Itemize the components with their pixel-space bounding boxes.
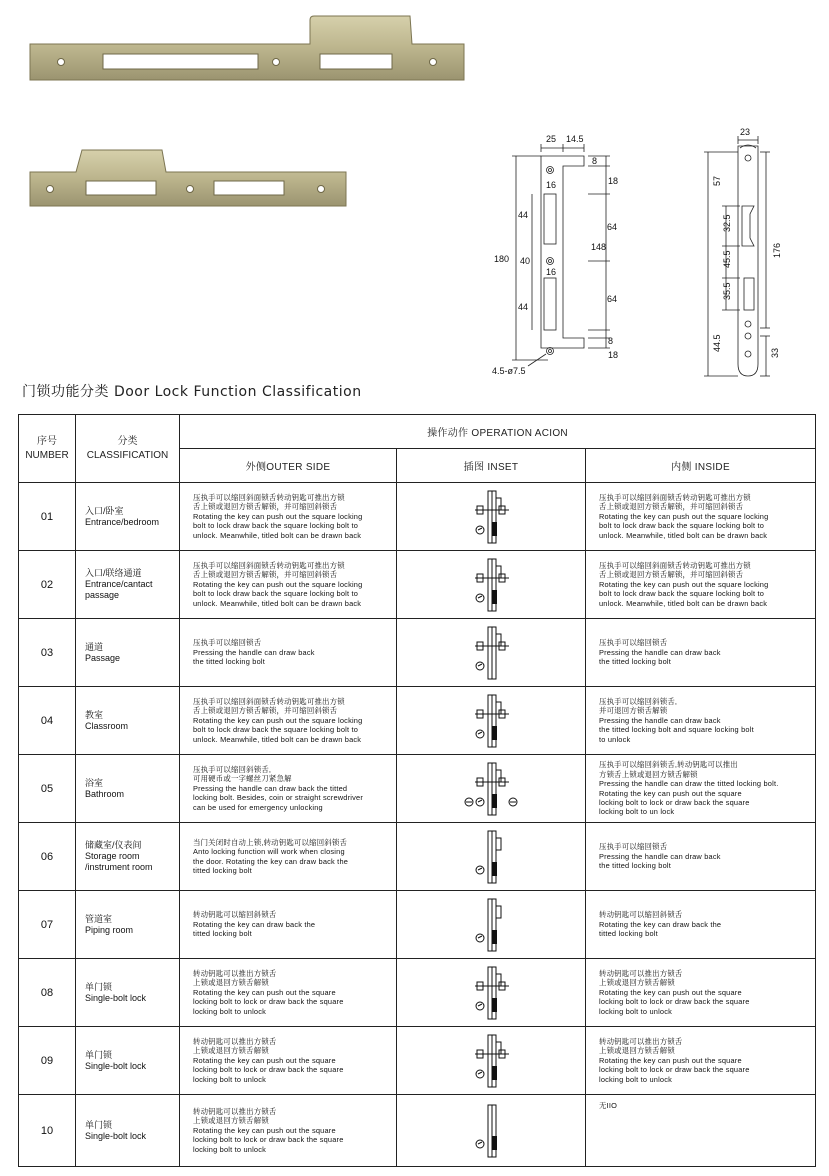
row-inside [586, 551, 816, 619]
table-row [19, 619, 816, 687]
table-rows-5-inner-line: the titted locking bolt [599, 861, 671, 871]
row-inset [397, 551, 586, 619]
table-rows-0-inner-line: Rotating the key can push out the square locking [599, 511, 769, 521]
table-rows-0-outer-line: Rotating the key can push out the square locking [193, 511, 363, 521]
table-rows-1-outer-line: bolt to lock draw back the square locking bolt to [193, 589, 359, 599]
table-rows-8-outer-line: 转动钥匙可以推出方锁舌 [193, 1036, 277, 1046]
table-rows-9-inner-line: 无IIO [599, 1101, 618, 1110]
inset-lock-diagram [463, 556, 519, 614]
table-rows-1-outer-line: Rotating the key can push out the square locking [193, 579, 363, 589]
table-rows-3-outer-line: 压执手可以缩回斜面锁舌转动钥匙可推出方锁 [193, 696, 345, 706]
table-rows-4-inner-line: Pressing the handle can draw the titted locking bolt. [599, 779, 779, 789]
table-rows-7-outer-line: Rotating the key can push out the square [193, 987, 336, 997]
row-inset [397, 959, 586, 1027]
inset-lock-diagram [463, 760, 519, 818]
row-inset [397, 755, 586, 823]
table-rows-5-outer-line: titted locking bolt [193, 865, 252, 875]
table-rows-4-outer-line: 压执手可以缩回斜锁舌, [193, 764, 272, 774]
row-number: 04 [19, 687, 76, 755]
row-number: 09 [19, 1027, 76, 1095]
table-rows-4-outer-line: locking bolt. Besides, coin or straight screwdriver [193, 793, 363, 803]
table-rows-1-cls-line: Entrance/cantact [85, 579, 153, 589]
row-inset [397, 1027, 586, 1095]
row-inset [397, 891, 586, 959]
table-rows-2-outer-line: 压执手可以缩回锁舌 [193, 638, 262, 648]
dim-44a: 44 [518, 210, 529, 220]
table-rows-1-inner-line: unlock. Meanwhile, titled bolt can be drawn back [599, 598, 768, 608]
row-classification [76, 823, 180, 891]
table-rows-3-inner-line: to unlock [599, 734, 631, 744]
dim-bot-b: 18 [608, 350, 619, 360]
row-inside [586, 823, 816, 891]
table-rows-8-outer-line: Rotating the key can push out the square [193, 1055, 336, 1065]
table-rows-7-inner-line: 转动钥匙可以推出方锁舌 [599, 968, 683, 978]
table-rows-7-inner-line: Rotating the key can push out the square [599, 987, 742, 997]
row-number: 07 [19, 891, 76, 959]
table-rows-4-inner-line: Rotating the key can push out the square [599, 788, 742, 798]
table-rows-4-cls-line: Bathroom [85, 788, 125, 799]
lock-function-table [18, 414, 816, 1167]
table-rows-9-cls-line: 单门锁 [85, 1119, 113, 1130]
table-rows-9-outer-line: Rotating the key can push out the square [193, 1125, 336, 1135]
section-title: 门锁功能分类 Door Lock Function Classification [22, 384, 362, 400]
header-inset: 插图 INSET [397, 449, 586, 483]
row-inside [586, 959, 816, 1027]
table-rows-5-cls-line: 储藏室/仪表间 [85, 840, 142, 850]
table-rows-6-cls-line: 管道室 [85, 913, 113, 924]
row-inside [586, 755, 816, 823]
long-strike-plate-image [28, 14, 468, 84]
dim-40: 40 [520, 256, 531, 266]
row-inside [586, 1027, 816, 1095]
row-classification [76, 1027, 180, 1095]
dim-side-33: 33 [770, 347, 780, 358]
table-rows-7-outer-line: locking bolt to lock or draw back the square [193, 997, 344, 1007]
table-rows-2-cls-line: 通道 [85, 641, 104, 652]
dim-side-176: 176 [772, 242, 782, 258]
table-rows-9-outer-line: locking bolt to lock or draw back the square [193, 1135, 344, 1145]
table-rows-6-outer-line: 转动钥匙可以缩回斜锁舌 [193, 910, 277, 920]
table-rows-6-cls-line: Piping room [85, 924, 134, 935]
inset-lock-diagram [463, 624, 519, 682]
dim-side-32-5: 32.5 [722, 214, 732, 232]
row-inset [397, 1095, 586, 1167]
table-row [19, 551, 816, 619]
table-rows-3-cls-line: Classroom [85, 720, 129, 731]
table-row [19, 891, 816, 959]
inset-lock-diagram [463, 964, 519, 1022]
table-rows-0-inner-line: 压执手可以缩回斜面锁舌转动钥匙可推出方锁 [599, 492, 751, 502]
table-rows-7-inner-line: locking bolt to unlock [599, 1006, 673, 1016]
table-rows-5-outer-line: 当门关闭时自动上锁,转动钥匙可以缩回斜锁舌 [193, 837, 348, 847]
table-rows-6-inner-line: titted locking bolt [599, 929, 658, 939]
row-number: 08 [19, 959, 76, 1027]
table-rows-5-cls-line: Storage room [85, 851, 140, 861]
dim-top-b: 18 [608, 176, 619, 186]
table-rows-2-inner-line: Pressing the handle can draw back [599, 647, 721, 657]
table-rows-1-outer-line: 压执手可以缩回斜面锁舌转动钥匙可推出方锁 [193, 560, 345, 570]
table-rows-4-inner-line: 方锁舌上锁或退回方锁舌解锁 [599, 769, 698, 779]
table-rows-3-inner-line: Pressing the handle can draw back [599, 715, 721, 725]
table-rows-2-inner-line: 压执手可以缩回锁舌 [599, 638, 668, 648]
table-rows-6-outer-line: Rotating the key can draw back the [193, 919, 316, 929]
table-rows-7-outer-line: locking bolt to unlock [193, 1006, 267, 1016]
table-rows-7-cls-line: 单门锁 [85, 981, 113, 992]
header-class-cn: 分类 [117, 435, 138, 447]
table-rows-2-outer-line: the titted locking bolt [193, 657, 265, 667]
table-rows-9-outer-line: locking bolt to unlock [193, 1144, 267, 1154]
header-classification [76, 415, 180, 483]
dim-w-b: 14.5 [566, 134, 584, 144]
table-rows-4-outer-line: Pressing the handle can draw back the titted [193, 783, 348, 793]
table-rows-5-outer-line: the door. Rotating the key can draw back the [193, 856, 349, 866]
header-outer-side: 外侧OUTER SIDE [180, 449, 397, 483]
inset-lock-diagram [463, 1102, 519, 1160]
row-outer-side [180, 619, 397, 687]
table-rows-1-outer-line: 舌上锁或退回方锁舌解锁，并可缩回斜锁舌 [193, 570, 338, 580]
row-inset [397, 823, 586, 891]
table-rows-8-cls-line: Single-bolt lock [85, 1060, 147, 1071]
table-rows-8-outer-line: 上锁或退回方锁舌解锁 [193, 1046, 269, 1056]
inset-lock-diagram [463, 692, 519, 750]
inset-lock-diagram [463, 488, 519, 546]
row-outer-side [180, 483, 397, 551]
table-rows-9-outer-line: 转动钥匙可以推出方锁舌 [193, 1106, 277, 1116]
table-rows-7-outer-line: 转动钥匙可以推出方锁舌 [193, 968, 277, 978]
dim-side-width: 23 [740, 128, 751, 137]
row-number: 05 [19, 755, 76, 823]
table-rows-5-cls-line: /instrument room [85, 862, 153, 872]
table-rows-0-outer-line: bolt to lock draw back the square locking bolt to [193, 521, 359, 531]
table-rows-5-outer-line: Anto locking function will work when closing [193, 847, 345, 857]
table-rows-1-inner-line: bolt to lock draw back the square locking bolt to [599, 589, 765, 599]
table-rows-7-cls-line: Single-bolt lock [85, 992, 147, 1003]
row-classification [76, 619, 180, 687]
dim-64b: 64 [607, 294, 618, 304]
table-rows-1-inner-line: 舌上锁或退回方锁舌解锁，并可缩回斜锁舌 [599, 570, 744, 580]
inset-lock-diagram [463, 828, 519, 886]
table-rows-8-outer-line: locking bolt to lock or draw back the square [193, 1065, 344, 1075]
table-rows-3-outer-line: Rotating the key can push out the square locking [193, 715, 363, 725]
table-row [19, 687, 816, 755]
dim-side-35-5: 35.5 [722, 282, 732, 300]
table-rows-1-outer-line: unlock. Meanwhile, titled bolt can be drawn back [193, 598, 362, 608]
row-inset [397, 687, 586, 755]
row-inside [586, 891, 816, 959]
table-rows-8-inner-line: locking bolt to unlock [599, 1074, 673, 1084]
row-outer-side [180, 823, 397, 891]
row-inside [586, 483, 816, 551]
table-rows-3-outer-line: 舌上锁或退回方锁舌解锁，并可缩回斜锁舌 [193, 706, 338, 716]
table-rows-4-outer-line: can be used for emergency unlocking [193, 802, 323, 812]
dim-top-a: 8 [592, 156, 598, 166]
table-rows-2-outer-line: Pressing the handle can draw back [193, 647, 315, 657]
table-rows-2-inner-line: the titted locking bolt [599, 657, 671, 667]
table-rows-0-outer-line: unlock. Meanwhile, titled bolt can be drawn back [193, 530, 362, 540]
header-class-en: CLASSIFICATION [86, 449, 169, 461]
row-classification [76, 687, 180, 755]
row-outer-side [180, 551, 397, 619]
dim-side-57: 57 [712, 175, 722, 186]
table-rows-3-inner-line: 并可退回方锁舌解锁 [599, 706, 668, 716]
table-rows-7-outer-line: 上锁或退回方锁舌解锁 [193, 978, 269, 988]
table-rows-0-inner-line: bolt to lock draw back the square locking bolt to [599, 521, 765, 531]
row-classification [76, 551, 180, 619]
inset-lock-diagram [463, 1032, 519, 1090]
row-inset [397, 619, 586, 687]
table-rows-0-inner-line: unlock. Meanwhile, titled bolt can be drawn back [599, 530, 768, 540]
row-inside [586, 1095, 816, 1167]
table-row [19, 483, 816, 551]
dim-180: 180 [494, 254, 510, 264]
dim-side-45-5: 45.5 [722, 250, 732, 268]
table-rows-5-inner-line: Pressing the handle can draw back [599, 851, 721, 861]
table-rows-8-inner-line: locking bolt to lock or draw back the square [599, 1065, 750, 1075]
row-classification [76, 755, 180, 823]
table-rows-2-cls-line: Passage [85, 652, 121, 663]
dim-16a: 16 [546, 180, 557, 190]
table-rows-1-inner-line: 压执手可以缩回斜面锁舌转动钥匙可推出方锁 [599, 560, 751, 570]
dim-16b: 16 [546, 267, 557, 277]
row-number: 03 [19, 619, 76, 687]
table-rows-8-cls-line: 单门锁 [85, 1049, 113, 1060]
table-rows-4-cls-line: 浴室 [85, 777, 104, 788]
table-row [19, 823, 816, 891]
table-rows-4-inner-line: 压执手可以缩回斜锁舌,转动钥匙可以推出 [599, 760, 738, 770]
dim-64a: 64 [607, 222, 618, 232]
dim-side-44-5: 44.5 [712, 334, 722, 352]
row-classification [76, 1095, 180, 1167]
row-outer-side [180, 755, 397, 823]
table-row [19, 1095, 816, 1167]
table-rows-1-cls-line: passage [85, 590, 120, 600]
row-classification [76, 891, 180, 959]
table-rows-4-inner-line: locking bolt to lock or draw back the square [599, 797, 750, 807]
table-rows-0-cls-line: Entrance/bedroom [85, 516, 160, 527]
table-rows-8-outer-line: locking bolt to unlock [193, 1074, 267, 1084]
table-rows-3-cls-line: 教室 [85, 709, 104, 720]
short-strike-plate-image [28, 146, 348, 210]
header-operation: 操作动作 OPERATION ACION [180, 415, 816, 449]
table-rows-8-inner-line: Rotating the key can push out the square [599, 1055, 742, 1065]
header-number-en: NUMBER [25, 449, 69, 461]
row-inside [586, 687, 816, 755]
table-row [19, 959, 816, 1027]
row-classification [76, 959, 180, 1027]
row-outer-side [180, 1095, 397, 1167]
dim-44b: 44 [518, 302, 529, 312]
table-rows-1-cls-line: 入口/联络通道 [85, 568, 142, 578]
row-outer-side [180, 1027, 397, 1095]
table-rows-8-inner-line: 转动钥匙可以推出方锁舌 [599, 1036, 683, 1046]
table-rows-1-inner-line: Rotating the key can push out the square locking [599, 579, 769, 589]
row-number: 10 [19, 1095, 76, 1167]
strike-front-technical-drawing [488, 130, 628, 378]
table-rows-4-inner-line: locking bolt to un lock [599, 807, 675, 817]
table-rows-3-outer-line: bolt to lock draw back the square locking bolt to [193, 725, 359, 735]
table-rows-0-inner-line: 舌上锁或退回方锁舌解锁，并可缩回斜锁舌 [599, 502, 744, 512]
dim-bot-a: 8 [608, 336, 614, 346]
strike-side-technical-drawing [690, 128, 790, 378]
table-rows-5-inner-line: 压执手可以缩回锁舌 [599, 842, 668, 852]
table-rows-0-outer-line: 舌上锁或退回方锁舌解锁，并可缩回斜锁舌 [193, 502, 338, 512]
row-number: 02 [19, 551, 76, 619]
table-rows-3-inner-line: 压执手可以缩回斜锁舌, [599, 696, 678, 706]
table-rows-9-cls-line: Single-bolt lock [85, 1130, 147, 1141]
header-number [19, 415, 76, 483]
row-number: 06 [19, 823, 76, 891]
row-outer-side [180, 687, 397, 755]
table-rows-0-cls-line: 入口/卧室 [85, 505, 124, 516]
inset-lock-diagram [463, 896, 519, 954]
row-outer-side [180, 891, 397, 959]
table-rows-6-outer-line: titted locking bolt [193, 929, 252, 939]
table-rows-8-inner-line: 上锁或退回方锁舌解锁 [599, 1046, 675, 1056]
table-rows-0-outer-line: 压执手可以缩回斜面锁舌转动钥匙可推出方锁 [193, 492, 345, 502]
table-rows-7-inner-line: 上锁或退回方锁舌解锁 [599, 978, 675, 988]
row-outer-side [180, 959, 397, 1027]
row-classification [76, 483, 180, 551]
dim-holes: 4.5-ø7.5 [492, 366, 526, 376]
header-inside: 内侧 INSIDE [586, 449, 816, 483]
table-row [19, 1027, 816, 1095]
dim-148: 148 [591, 242, 607, 252]
table-rows-3-outer-line: unlock. Meanwhile, titled bolt can be drawn back [193, 734, 362, 744]
table-rows-9-outer-line: 上锁或退回方锁舌解锁 [193, 1116, 269, 1126]
table-row [19, 755, 816, 823]
table-rows-7-inner-line: locking bolt to lock or draw back the square [599, 997, 750, 1007]
table-rows-3-inner-line: the titted locking bolt and square locking bolt [599, 725, 754, 735]
row-number: 01 [19, 483, 76, 551]
row-inset [397, 483, 586, 551]
table-rows-6-inner-line: Rotating the key can draw back the [599, 919, 722, 929]
table-rows-4-outer-line: 可用硬币或一字螺丝刀紧急解 [193, 774, 292, 784]
row-inside [586, 619, 816, 687]
dim-w-a: 25 [546, 134, 557, 144]
table-rows-6-inner-line: 转动钥匙可以缩回斜锁舌 [599, 910, 683, 920]
header-number-cn: 序号 [37, 435, 57, 447]
